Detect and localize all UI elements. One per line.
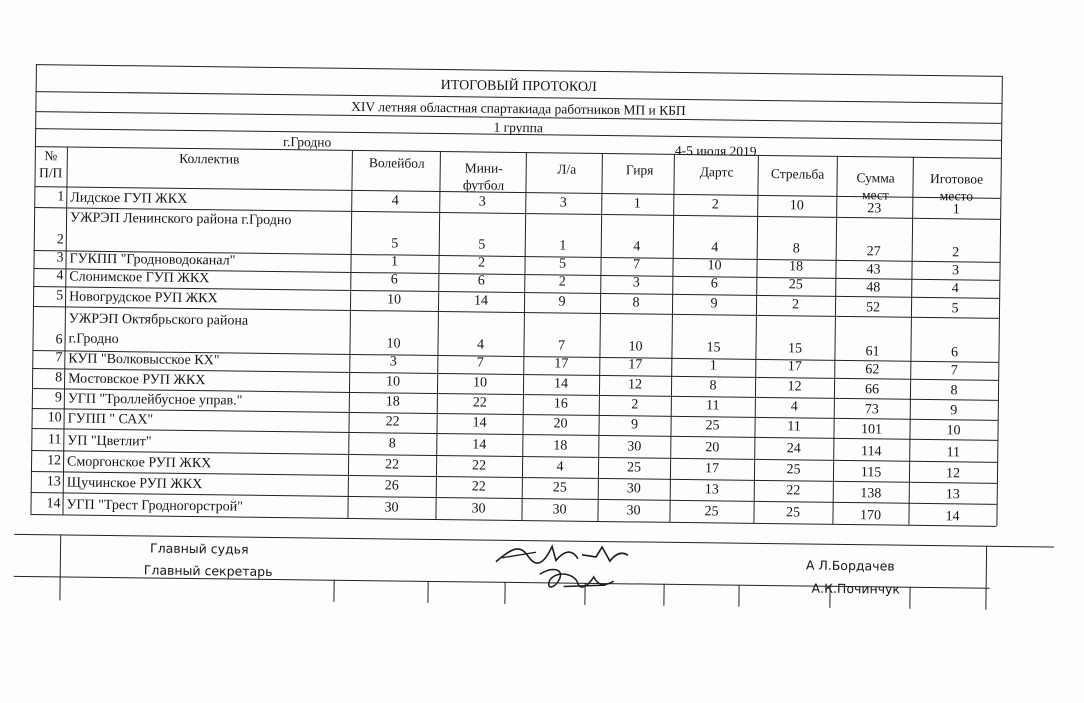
score-cell: 20 — [705, 440, 720, 456]
grid-vline — [333, 580, 334, 602]
row-number: 9 — [54, 390, 62, 406]
score-cell: 14 — [945, 509, 960, 525]
score-cell: 22 — [472, 395, 487, 411]
team-name: УЖРЭП Ленинского района г.Гродно — [69, 210, 292, 229]
score-cell: 22 — [385, 414, 400, 430]
secretary-signature — [533, 562, 623, 597]
score-cell: 3 — [389, 354, 397, 370]
score-cell: 16 — [553, 396, 568, 412]
score-cell: 4 — [951, 281, 959, 297]
row-number: 11 — [47, 432, 62, 448]
header-number: № П/П — [38, 148, 63, 181]
score-cell: 12 — [945, 466, 961, 482]
protocol-subtitle: XIV летняя областная спартакиада работников МП и КБП — [351, 98, 686, 119]
score-cell: 30 — [471, 501, 486, 517]
grid-lines — [1, 0, 1084, 13]
score-cell: 8 — [632, 295, 640, 311]
score-cell: 2 — [711, 197, 719, 213]
header-shooting: Стрельба — [770, 166, 825, 182]
score-cell: 4 — [476, 337, 485, 353]
score-cell: 22 — [786, 483, 801, 499]
score-cell: 6 — [950, 345, 959, 361]
score-cell: 2 — [477, 255, 486, 271]
score-cell: 4 — [711, 240, 719, 256]
city-label: г.Гродно — [282, 134, 332, 150]
score-cell: 10 — [789, 198, 804, 214]
row-number: 6 — [55, 332, 63, 348]
team-name: ГУПП " САХ" — [67, 411, 154, 428]
score-cell: 3 — [559, 195, 567, 211]
header-kettlebell: Гиря — [625, 162, 654, 178]
score-cell: 11 — [787, 419, 801, 435]
score-cell: 17 — [704, 461, 720, 477]
score-cell: 61 — [865, 344, 880, 360]
score-cell: 7 — [950, 363, 958, 379]
score-cell: 9 — [630, 417, 639, 433]
score-cell: 8 — [792, 241, 800, 257]
header-athletics: Л/а — [557, 161, 577, 177]
score-cell: 8 — [950, 383, 958, 399]
grid-vline — [909, 587, 910, 609]
score-cell: 6 — [710, 276, 718, 292]
header-sum: Сумма мест — [856, 170, 895, 203]
row-number: 12 — [47, 453, 62, 469]
judge-name: А Л.Бордачев — [805, 557, 895, 574]
score-cell: 30 — [627, 439, 642, 455]
score-cell: 10 — [386, 336, 401, 352]
score-cell: 73 — [864, 402, 879, 418]
header-volleyball: Волейбол — [368, 155, 425, 171]
row-number: 3 — [56, 250, 64, 266]
score-cell: 20 — [553, 416, 568, 432]
team-name: УГП "Трест Гродногорстрой" — [66, 497, 243, 515]
score-cell: 10 — [472, 375, 488, 391]
team-name: УЖРЭП Октябрьского района — [68, 311, 249, 329]
score-cell: 10 — [946, 423, 961, 439]
score-cell: 25 — [705, 418, 720, 434]
dates-label: 4-5 июля 2019 — [674, 142, 757, 159]
team-name: г.Гродно — [68, 331, 119, 348]
team-name: УП "Цветлит" — [67, 433, 152, 450]
row-number: 4 — [56, 268, 64, 284]
score-cell: 15 — [787, 341, 803, 357]
header-minifootball: Мини- футбол — [462, 160, 505, 193]
score-cell: 10 — [707, 258, 722, 274]
score-cell: 10 — [387, 292, 402, 308]
secretary-name: А.К.Починчук — [811, 580, 901, 597]
row-number: 13 — [46, 474, 61, 490]
score-cell: 9 — [710, 296, 718, 312]
team-name: Новогрудское РУП ЖКХ — [69, 289, 218, 307]
judge-label: Главный судья — [149, 540, 249, 557]
grid-vline — [738, 585, 739, 607]
team-name: Лидское ГУП ЖКХ — [70, 190, 188, 207]
score-cell: 115 — [860, 465, 882, 481]
score-cell: 25 — [788, 277, 803, 293]
score-cell: 22 — [471, 458, 487, 474]
row-number: 7 — [55, 350, 63, 366]
score-cell: 14 — [472, 415, 487, 431]
score-cell: 17 — [787, 359, 802, 375]
score-cell: 9 — [558, 294, 566, 310]
score-cell: 10 — [386, 374, 401, 390]
score-cell: 5 — [558, 256, 567, 272]
header-darts: Дартс — [699, 164, 734, 180]
score-cell: 5 — [951, 301, 959, 317]
score-cell: 18 — [553, 438, 568, 454]
score-cell: 1 — [390, 254, 399, 270]
secretary-label: Главный секретарь — [143, 562, 273, 580]
score-cell: 17 — [628, 357, 643, 373]
score-cell: 2 — [558, 274, 566, 290]
team-name: Сморгонское РУП ЖКХ — [67, 454, 212, 472]
score-cell: 7 — [476, 355, 484, 371]
score-cell: 2 — [631, 397, 639, 413]
score-cell: 14 — [473, 293, 489, 309]
score-cell: 18 — [385, 394, 400, 410]
grid-vline — [427, 581, 428, 603]
score-cell: 10 — [628, 339, 643, 355]
score-cell: 25 — [786, 462, 801, 478]
score-cell: 25 — [785, 505, 801, 521]
score-cell: 27 — [866, 244, 881, 260]
score-cell: 15 — [706, 340, 721, 356]
score-cell: 1 — [633, 196, 641, 212]
score-cell: 7 — [557, 338, 566, 354]
row-number: 10 — [47, 410, 62, 426]
score-cell: 13 — [704, 482, 719, 498]
grid-vline — [663, 584, 664, 606]
score-cell: 6 — [390, 272, 398, 288]
row-number: 2 — [56, 232, 64, 248]
score-cell: 2 — [791, 297, 800, 313]
score-cell: 14 — [472, 437, 487, 453]
score-cell: 1 — [559, 238, 567, 254]
score-cell: 2 — [952, 245, 960, 261]
score-cell: 12 — [627, 377, 643, 393]
team-name: Щучинское РУП ЖКХ — [66, 475, 203, 493]
row-number: 1 — [57, 189, 65, 205]
score-cell: 12 — [787, 379, 802, 395]
score-cell: 4 — [790, 399, 798, 415]
score-cell: 3 — [951, 263, 960, 279]
score-cell: 11 — [946, 445, 961, 461]
score-cell: 4 — [556, 459, 564, 475]
score-cell: 4 — [633, 239, 641, 255]
score-cell: 170 — [859, 508, 882, 524]
score-cell: 5 — [478, 237, 486, 253]
score-cell: 22 — [384, 457, 400, 473]
score-cell: 43 — [866, 262, 881, 278]
row-number: 5 — [56, 288, 64, 304]
team-name: КУП "Волковысское КХ" — [68, 351, 220, 369]
score-cell: 26 — [384, 478, 399, 494]
row-number: 14 — [46, 496, 61, 512]
team-name: УГП "Троллейбусное управ." — [67, 391, 243, 409]
score-cell: 138 — [860, 486, 882, 502]
group-label: 1 группа — [493, 119, 544, 136]
team-name: ГУКПП "Гродноводоканал" — [69, 251, 236, 269]
score-cell: 25 — [704, 504, 719, 520]
team-name: Слонимское ГУП ЖКХ — [69, 269, 210, 287]
team-name: Мостовское РУП ЖКХ — [68, 371, 206, 389]
score-cell: 13 — [945, 487, 960, 503]
score-cell: 30 — [384, 500, 399, 516]
score-cell: 5 — [391, 236, 399, 252]
score-cell: 14 — [553, 376, 569, 392]
score-cell: 114 — [860, 444, 882, 460]
grid-vline — [504, 582, 505, 604]
score-cell: 52 — [865, 300, 881, 316]
score-cell: 3 — [632, 275, 640, 291]
score-cell: 23 — [867, 201, 882, 217]
score-cell: 7 — [632, 257, 641, 273]
score-cell: 1 — [709, 358, 717, 374]
score-cell: 8 — [709, 378, 717, 394]
score-cell: 6 — [477, 273, 485, 289]
protocol-title: ИТОГОВЫЙ ПРОТОКОЛ — [440, 78, 597, 95]
grid-vline — [985, 546, 987, 610]
score-cell: 30 — [626, 481, 641, 497]
score-cell: 48 — [866, 280, 881, 296]
score-cell: 18 — [788, 259, 804, 275]
score-cell: 3 — [478, 194, 486, 210]
header-team: Коллектив — [179, 150, 240, 167]
header-final: Иготовое место — [929, 171, 984, 204]
score-cell: 30 — [626, 503, 641, 519]
score-cell: 1 — [952, 202, 960, 218]
score-cell: 4 — [391, 193, 399, 209]
score-cell: 62 — [865, 362, 880, 378]
score-cell: 25 — [552, 480, 567, 496]
score-cell: 22 — [471, 479, 486, 495]
score-cell: 17 — [554, 356, 569, 372]
score-cell: 66 — [864, 382, 880, 398]
score-cell: 24 — [786, 441, 801, 457]
grid-vline — [59, 534, 61, 600]
score-cell: 30 — [552, 502, 567, 518]
score-cell: 101 — [860, 422, 883, 438]
row-number: 8 — [55, 370, 63, 386]
score-cell: 25 — [626, 460, 642, 476]
score-cell: 8 — [388, 436, 396, 452]
score-cell: 9 — [950, 403, 958, 419]
score-cell: 11 — [705, 398, 720, 414]
